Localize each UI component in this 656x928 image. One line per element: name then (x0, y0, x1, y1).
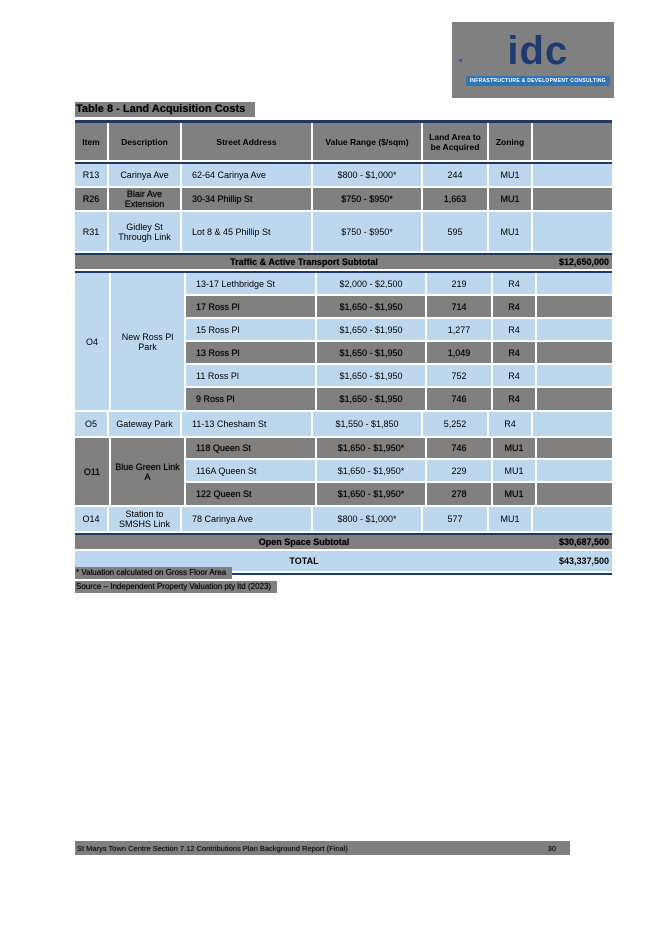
table-row-r31 (75, 212, 612, 253)
land-acquisition-table (75, 120, 612, 575)
cell-street: 13-17 Lethbridge St (186, 273, 317, 294)
cell-empty (537, 273, 612, 294)
cell-zoning: MU1 (493, 438, 537, 458)
cell-value: $1,650 - $1,950* (317, 438, 427, 458)
cell-zoning: R4 (493, 296, 537, 317)
cell-zoning: R4 (493, 365, 537, 386)
cell-description: Blue Green Link A (115, 461, 180, 482)
header-value-range: Value Range ($/sqm) (313, 123, 423, 160)
network-molecule-icon (458, 27, 464, 93)
cell-zoning: R4 (493, 273, 537, 294)
cell-zoning: MU1 (489, 507, 533, 531)
cell-street: Lot 8 & 45 Phillip St (182, 212, 313, 251)
cell-empty (537, 296, 612, 317)
cell-item: O4 (75, 273, 111, 410)
table-row-r13 (75, 164, 612, 188)
cell-street: 116A Queen St (186, 460, 317, 481)
cell-empty (533, 507, 612, 531)
header-zoning: Zoning (489, 123, 533, 160)
total-label: TOTAL (289, 556, 319, 566)
cell-area: 229 (427, 460, 493, 481)
total-amount: $43,337,500 (558, 556, 609, 566)
cell-empty (537, 460, 612, 481)
table-row (186, 365, 612, 388)
cell-value: $1,650 - $1,950* (317, 460, 427, 481)
cell-street: 17 Ross Pl (186, 296, 317, 317)
cell-value: $1,650 - $1,950 (317, 296, 427, 317)
header-item: Item (75, 123, 109, 160)
open-space-subtotal-amount: $30,687,500 (558, 537, 609, 547)
footnote-valuation: * Valuation calculated on Gross Floor Area (75, 567, 232, 579)
table-row (186, 296, 612, 319)
cell-street: 9 Ross Pl (186, 388, 317, 410)
open-space-subtotal-label: Open Space Subtotal (258, 537, 350, 547)
cell-value: $2,000 - $2,500 (317, 273, 427, 294)
cell-zoning: MU1 (489, 164, 533, 186)
cell-area: 746 (427, 438, 493, 458)
cell-street: 13 Ross Pl (186, 342, 317, 363)
table-row (186, 342, 612, 365)
cell-description: New Ross Pl Park (121, 331, 174, 352)
cell-description: Station to SMSHS Link (109, 507, 182, 531)
table-row (186, 273, 612, 296)
cell-empty (537, 319, 612, 340)
cell-area: 595 (423, 212, 489, 251)
traffic-subtotal-label: Traffic & Active Transport Subtotal (230, 257, 378, 267)
table-header-row (75, 123, 612, 162)
cell-item: R13 (75, 164, 109, 186)
cell-value: $750 - $950* (313, 188, 423, 210)
cell-empty (537, 438, 612, 458)
cell-area: 714 (427, 296, 493, 317)
cell-empty (533, 188, 612, 210)
header-empty (533, 123, 612, 160)
cell-zoning: MU1 (489, 212, 533, 251)
cell-item: O14 (75, 507, 109, 531)
page-number: 30 (547, 843, 556, 853)
traffic-subtotal-row (75, 255, 612, 271)
table-row-o14 (75, 507, 612, 533)
table-row (186, 483, 612, 505)
cell-area: 752 (427, 365, 493, 386)
table-group-o4 (75, 273, 612, 412)
cell-street: 118 Queen St (186, 438, 317, 458)
cell-zoning: R4 (489, 412, 533, 436)
cell-zoning: MU1 (489, 188, 533, 210)
cell-empty (533, 412, 612, 436)
cell-value: $1,550 - $1,850 (313, 412, 423, 436)
cell-street: 11 Ross Pl (186, 365, 317, 386)
table-group-o11 (75, 438, 612, 507)
logo-tagline: INFRASTRUCTURE & DEVELOPMENT CONSULTING (466, 76, 610, 86)
open-space-subtotal-row (75, 535, 612, 551)
header-description: Description (109, 123, 182, 160)
table-row-r26 (75, 188, 612, 212)
cell-area: 5,252 (423, 412, 489, 436)
cell-area: 219 (427, 273, 493, 294)
cell-item: O5 (75, 412, 109, 436)
header-land-area: Land Area to be Acquired (423, 123, 489, 160)
idc-logo (452, 22, 614, 98)
cell-street: 78 Carinya Ave (182, 507, 313, 531)
cell-area: 577 (423, 507, 489, 531)
cell-area: 244 (423, 164, 489, 186)
header-street-address: Street Address (182, 123, 313, 160)
cell-value: $800 - $1,000* (313, 164, 423, 186)
footer-text: St Marys Town Centre Section 7.12 Contributions Plan Background Report (Final) (77, 843, 348, 853)
cell-zoning: R4 (493, 388, 537, 410)
footnote-source: Source – Independent Property Valuation pty ltd (2023) (75, 581, 277, 593)
cell-description: Blair Ave Extension (109, 188, 182, 210)
cell-empty (533, 164, 612, 186)
cell-empty (537, 388, 612, 410)
table-title: Table 8 - Land Acquisition Costs (75, 102, 255, 117)
cell-value: $750 - $950* (313, 212, 423, 251)
cell-item: R26 (75, 188, 109, 210)
cell-area: 1,049 (427, 342, 493, 363)
merged-cell-o11 (75, 438, 186, 505)
cell-area: 278 (427, 483, 493, 505)
cell-description: Gidley St Through Link (109, 212, 182, 251)
cell-item: O11 (75, 438, 111, 505)
cell-value: $1,650 - $1,950 (317, 365, 427, 386)
cell-area: 1,663 (423, 188, 489, 210)
table-row (186, 388, 612, 410)
merged-cell-o4 (75, 273, 186, 410)
cell-empty (533, 212, 612, 251)
cell-description: Gateway Park (109, 412, 182, 436)
cell-zoning: R4 (493, 342, 537, 363)
cell-empty (537, 365, 612, 386)
cell-zoning: MU1 (493, 483, 537, 505)
cell-street: 15 Ross Pl (186, 319, 317, 340)
table-row-o5 (75, 412, 612, 438)
logo-wordmark: idc (507, 29, 569, 73)
cell-area: 746 (427, 388, 493, 410)
cell-value: $800 - $1,000* (313, 507, 423, 531)
table-row (186, 319, 612, 342)
cell-value: $1,650 - $1,950* (317, 483, 427, 505)
page-footer (75, 841, 570, 855)
cell-street: 30-34 Phillip St (182, 188, 313, 210)
cell-street: 62-64 Carinya Ave (182, 164, 313, 186)
cell-value: $1,650 - $1,950 (317, 342, 427, 363)
cell-empty (537, 342, 612, 363)
traffic-subtotal-amount: $12,650,000 (558, 257, 609, 267)
cell-empty (537, 483, 612, 505)
cell-value: $1,650 - $1,950 (317, 388, 427, 410)
cell-item: R31 (75, 212, 109, 251)
cell-street: 122 Queen St (186, 483, 317, 505)
table-row (186, 460, 612, 483)
cell-area: 1,277 (427, 319, 493, 340)
cell-street: 11-13 Chesham St (182, 412, 313, 436)
cell-description: Carinya Ave (109, 164, 182, 186)
cell-zoning: R4 (493, 319, 537, 340)
cell-value: $1,650 - $1,950 (317, 319, 427, 340)
table-row (186, 438, 612, 460)
cell-zoning: MU1 (493, 460, 537, 481)
